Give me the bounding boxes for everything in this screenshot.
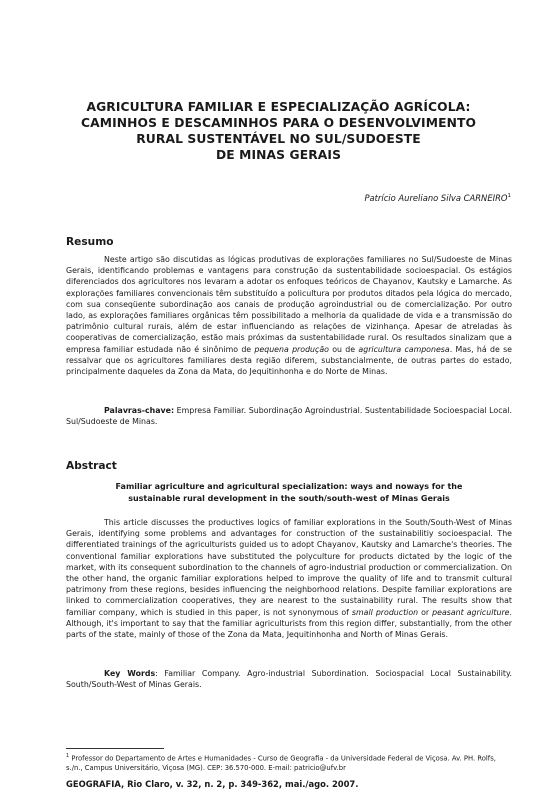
resumo-emphasis: pequena produção: [254, 344, 329, 354]
abstract-emphasis: small production: [351, 607, 419, 617]
title-line: AGRICULTURA FAMILIAR E ESPECIALIZAÇÃO AGRÍCOLA:: [86, 100, 471, 114]
abstract-body: [66, 517, 512, 640]
footnote-divider: [66, 748, 164, 749]
abstract-emphasis: peasant agriculture: [432, 607, 510, 617]
journal-citation: GEOGRAFIA, Rio Claro, v. 32, n. 2, p. 349-362, mai./ago. 2007.: [66, 779, 359, 789]
resumo-emphasis: agricultura camponesa: [358, 344, 450, 354]
abstract-title: [66, 481, 512, 505]
abstract-title-line: sustainable rural development in the south/south-west of Minas Gerais: [128, 494, 450, 503]
abstract-title-line: Familiar agriculture and agricultural specialization: ways and noways for the: [115, 482, 463, 491]
abstract-text: . Although, it's important to say that the familiar agriculturists from this region differ, substantially, from the other parts of the state, mainly of those of the Zona da Mata, Jequitinhonha and North of Minas Gerais.: [66, 607, 512, 640]
abstract-text: This article discusses the productives logics of familiar explorations in the South/South-West of Minas Gerais, identifying some problems and advantages for construction of the sustainabilitiy socioespacial. The differentiated trainings of the agriculturists guided us to adopt Chayanov, Kautsky and Lamarche's theories. The conventional familiar explorations have substituted the polyculture for products dictated by the logic of the market, with its consequent subordination to the channels of agro-industrial production or commercialization. On the other hand, the organic familiar explorations helped to improve the quality of life and to transmit cultural patrimony from these regions, besides influencing the neighborhood relations. Despite familiar explorations are linked to commercialization cooperatives, they are nearest to the sustainability rural. The results show that familiar company, which is studied in this paper, is not synonymous of: [66, 518, 512, 617]
resumo-text: . Mas, há de se ressalvar que os agricultores familiares desta região diferem, substancialmente, de outras partes do estado, principalmente daqueles da Zona da Mata, do Jequitinhonha e do Norte de Minas.: [66, 344, 513, 377]
abstract-keywords: [66, 668, 512, 690]
author-footnote-mark: 1: [507, 193, 511, 200]
resumo-heading: Resumo: [66, 236, 114, 248]
resumo-text: Neste artigo são discutidas as lógicas produtivas de explorações familiares no Sul/Sudoeste de Minas Gerais, identificando problemas e vantagens para construção da sustentabilidade socioespacial. Os estágios diferenciados dos agricultores nos levaram a adotar os enfoques teóricos de Chayanov, Kautsky e Lamarche. As explorações familiares convencionais têm substituído a policultura por produtos ditados pela lógica do mercado, com sua conseqüente subordinação aos canais de produção agroindustrial ou de comercialização. Por outro lado, as explorações familiares orgânicas têm possibilitado a melhoria da qualidade de vida e a transmissão do patrimônio cultural rurais, além de estar influenciando as relações de vizinhança. Apesar de atreladas às cooperativas de comercialização, estão mais próximas da sustentabilidade rural. Os resultados sinalizam que a empresa familiar estudada não é sinônimo de: [66, 255, 512, 354]
resumo-keywords: [66, 405, 512, 427]
footnote: [66, 752, 512, 773]
author-name: Patrício Aureliano Silva CARNEIRO: [364, 193, 508, 203]
title-line: RURAL SUSTENTÁVEL NO SUL/SUDOESTE: [136, 132, 421, 146]
resumo-text: ou de: [328, 344, 359, 354]
author-line: [364, 193, 511, 203]
keywords-text: Empresa Familiar. Subordinação Agroindustrial. Sustentabilidade Socioespacial Local. Sul/Sudoeste de Minas.: [66, 406, 512, 427]
resumo-body: [66, 254, 512, 377]
footnote-text: Professor do Departamento de Artes e Humanidades - Curso de Geografia - da Universidade Federal de Viçosa. Av. PH. Rolfs, s./n., Campus Universitário, Viçosa (MG). CEP: 36.570-000. E-mail: patricio@ufv.br: [66, 754, 496, 772]
keywords-text: : Familiar Company. Agro-industrial Subordination. Sociospacial Local Sustainability. South/South-West of Minas Gerais.: [66, 669, 512, 690]
footnote-mark: 1: [66, 753, 70, 759]
title-line: CAMINHOS E DESCAMINHOS PARA O DESENVOLVIMENTO: [80, 116, 476, 130]
keywords-label: Palavras-chave:: [104, 406, 175, 415]
title-line: DE MINAS GERAIS: [215, 148, 342, 162]
article-title: [70, 99, 487, 163]
abstract-heading: Abstract: [66, 460, 117, 472]
keywords-label: Key Words: [104, 669, 156, 678]
abstract-text: or: [418, 607, 433, 617]
